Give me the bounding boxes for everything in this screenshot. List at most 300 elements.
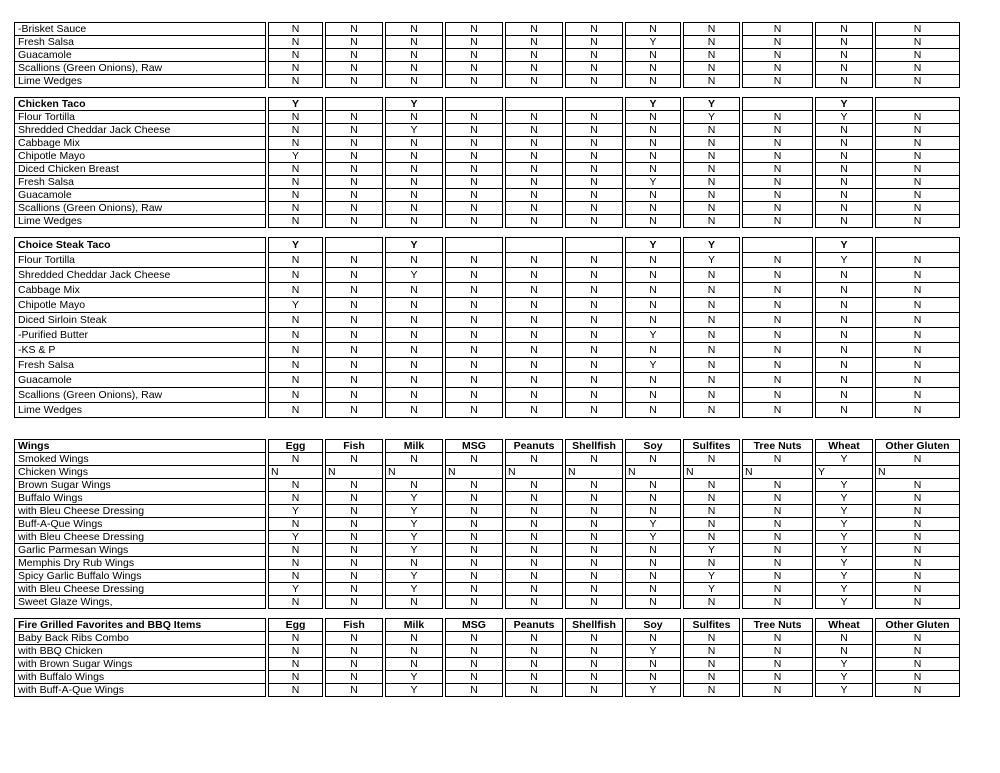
allergen-cell: N bbox=[565, 201, 623, 215]
row-label: Lime Wedges bbox=[14, 402, 266, 418]
allergen-cell: N bbox=[815, 297, 873, 313]
allergen-cell: N bbox=[268, 387, 323, 403]
table-row bbox=[14, 670, 960, 684]
row-label: Shredded Cheddar Jack Cheese bbox=[14, 123, 266, 137]
allergen-cell: N bbox=[385, 252, 443, 268]
allergen-cell: N bbox=[505, 162, 563, 176]
allergen-cell bbox=[875, 97, 960, 111]
allergen-cell: Y bbox=[815, 670, 873, 684]
allergen-cell: Y bbox=[683, 110, 740, 124]
allergen-cell: Y bbox=[815, 252, 873, 268]
allergen-cell: Y bbox=[385, 504, 443, 518]
allergen-cell: Y bbox=[815, 478, 873, 492]
allergen-cell: N bbox=[742, 74, 813, 88]
allergen-cell: N bbox=[625, 61, 681, 75]
allergen-cell: N bbox=[815, 35, 873, 49]
allergen-cell: N bbox=[385, 162, 443, 176]
column-header: Shellfish bbox=[565, 618, 623, 632]
allergen-cell: N bbox=[742, 110, 813, 124]
allergen-cell: N bbox=[505, 312, 563, 328]
allergen-cell: N bbox=[505, 387, 563, 403]
allergen-cell: N bbox=[875, 530, 960, 544]
allergen-cell: N bbox=[683, 327, 740, 343]
allergen-cell: N bbox=[325, 149, 383, 163]
row-label: Lime Wedges bbox=[14, 74, 266, 88]
allergen-cell: N bbox=[815, 282, 873, 298]
allergen-cell: N bbox=[505, 61, 563, 75]
allergen-cell: N bbox=[875, 543, 960, 557]
allergen-cell: Y bbox=[815, 452, 873, 466]
table-row bbox=[14, 357, 960, 373]
allergen-cell: N bbox=[565, 123, 623, 137]
allergen-cell: Y bbox=[815, 595, 873, 609]
allergen-cell: N bbox=[268, 175, 323, 189]
section-title: Wings bbox=[14, 439, 266, 453]
allergen-cell: N bbox=[742, 123, 813, 137]
column-header: Soy bbox=[625, 618, 681, 632]
allergen-cell: N bbox=[385, 110, 443, 124]
allergen-cell: N bbox=[625, 569, 681, 583]
allergen-cell: N bbox=[505, 342, 563, 358]
allergen-cell: N bbox=[268, 644, 323, 658]
allergen-cell: N bbox=[742, 465, 813, 479]
table-row bbox=[14, 644, 960, 658]
allergen-cell: N bbox=[505, 282, 563, 298]
allergen-cell: N bbox=[742, 582, 813, 596]
allergen-cell: N bbox=[268, 595, 323, 609]
allergen-cell: N bbox=[385, 644, 443, 658]
allergen-cell: N bbox=[683, 657, 740, 671]
row-label: Buff-A-Que Wings bbox=[14, 517, 266, 531]
allergen-cell: N bbox=[683, 149, 740, 163]
table-row bbox=[14, 452, 960, 466]
allergen-cell: N bbox=[445, 657, 503, 671]
allergen-table bbox=[14, 22, 960, 697]
allergen-cell: N bbox=[445, 491, 503, 505]
allergen-cell: N bbox=[565, 543, 623, 557]
allergen-cell: N bbox=[268, 657, 323, 671]
row-label: Diced Chicken Breast bbox=[14, 162, 266, 176]
allergen-cell: N bbox=[683, 282, 740, 298]
allergen-cell: Y bbox=[385, 267, 443, 283]
table-row bbox=[14, 631, 960, 645]
allergen-cell: N bbox=[815, 201, 873, 215]
allergen-cell: N bbox=[385, 188, 443, 202]
row-label: -Purified Butter bbox=[14, 327, 266, 343]
allergen-cell: N bbox=[815, 22, 873, 36]
allergen-cell: N bbox=[683, 644, 740, 658]
allergen-cell: N bbox=[875, 556, 960, 570]
allergen-cell bbox=[325, 237, 383, 253]
allergen-cell: Y bbox=[815, 530, 873, 544]
allergen-cell: N bbox=[445, 74, 503, 88]
allergen-cell: N bbox=[505, 582, 563, 596]
column-header: Tree Nuts bbox=[742, 439, 813, 453]
allergen-cell: N bbox=[325, 683, 383, 697]
allergen-cell: N bbox=[505, 402, 563, 418]
allergen-cell: N bbox=[445, 149, 503, 163]
allergen-cell: N bbox=[505, 175, 563, 189]
allergen-cell: N bbox=[325, 644, 383, 658]
allergen-cell: N bbox=[875, 74, 960, 88]
allergen-cell: Y bbox=[268, 504, 323, 518]
allergen-cell: N bbox=[565, 657, 623, 671]
row-label: Lime Wedges bbox=[14, 214, 266, 228]
column-header: MSG bbox=[445, 618, 503, 632]
allergen-cell: N bbox=[875, 357, 960, 373]
allergen-cell: N bbox=[445, 48, 503, 62]
column-header: MSG bbox=[445, 439, 503, 453]
allergen-cell: N bbox=[565, 35, 623, 49]
allergen-cell: N bbox=[815, 188, 873, 202]
allergen-cell: N bbox=[505, 569, 563, 583]
allergen-cell: Y bbox=[385, 543, 443, 557]
allergen-cell: N bbox=[683, 631, 740, 645]
allergen-cell: N bbox=[445, 569, 503, 583]
allergen-cell: N bbox=[625, 162, 681, 176]
allergen-cell: N bbox=[445, 387, 503, 403]
allergen-cell: N bbox=[505, 357, 563, 373]
allergen-cell: N bbox=[875, 657, 960, 671]
allergen-cell: N bbox=[565, 582, 623, 596]
row-label: Scallions (Green Onions), Raw bbox=[14, 387, 266, 403]
allergen-cell: N bbox=[815, 387, 873, 403]
allergen-cell: N bbox=[268, 342, 323, 358]
allergen-cell: N bbox=[815, 61, 873, 75]
allergen-cell: N bbox=[683, 491, 740, 505]
allergen-cell bbox=[565, 237, 623, 253]
allergen-cell: N bbox=[625, 282, 681, 298]
allergen-cell: N bbox=[385, 48, 443, 62]
allergen-cell: Y bbox=[385, 670, 443, 684]
allergen-cell: N bbox=[742, 595, 813, 609]
allergen-cell: N bbox=[742, 35, 813, 49]
allergen-cell: N bbox=[325, 35, 383, 49]
allergen-cell: Y bbox=[625, 683, 681, 697]
table-row bbox=[14, 504, 960, 518]
allergen-cell: N bbox=[565, 478, 623, 492]
allergen-cell: N bbox=[875, 188, 960, 202]
row-label: with Bleu Cheese Dressing bbox=[14, 582, 266, 596]
allergen-cell: N bbox=[505, 267, 563, 283]
allergen-cell: N bbox=[325, 631, 383, 645]
allergen-cell: N bbox=[385, 136, 443, 150]
allergen-cell: Y bbox=[268, 237, 323, 253]
allergen-cell bbox=[325, 97, 383, 111]
allergen-cell: N bbox=[445, 530, 503, 544]
allergen-cell: N bbox=[683, 504, 740, 518]
allergen-cell: Y bbox=[815, 683, 873, 697]
allergen-cell: N bbox=[625, 123, 681, 137]
allergen-cell: Y bbox=[385, 569, 443, 583]
allergen-cell: N bbox=[875, 683, 960, 697]
allergen-cell: Y bbox=[815, 569, 873, 583]
row-label: Guacamole bbox=[14, 188, 266, 202]
table-row bbox=[14, 61, 960, 75]
allergen-cell: N bbox=[875, 267, 960, 283]
allergen-cell: N bbox=[875, 22, 960, 36]
allergen-cell: N bbox=[385, 22, 443, 36]
allergen-cell: N bbox=[385, 327, 443, 343]
allergen-cell: N bbox=[815, 342, 873, 358]
allergen-cell: Y bbox=[815, 97, 873, 111]
allergen-cell: N bbox=[565, 110, 623, 124]
allergen-cell: N bbox=[625, 478, 681, 492]
allergen-cell: N bbox=[445, 35, 503, 49]
allergen-cell: N bbox=[445, 312, 503, 328]
column-header: Shellfish bbox=[565, 439, 623, 453]
section-spacer bbox=[14, 418, 960, 440]
allergen-cell: N bbox=[683, 136, 740, 150]
allergen-cell: Y bbox=[625, 97, 681, 111]
allergen-cell: N bbox=[445, 282, 503, 298]
allergen-cell: N bbox=[268, 74, 323, 88]
allergen-cell: N bbox=[385, 201, 443, 215]
allergen-cell: N bbox=[625, 149, 681, 163]
allergen-cell: N bbox=[683, 372, 740, 388]
allergen-cell: N bbox=[325, 162, 383, 176]
allergen-cell: N bbox=[268, 61, 323, 75]
allergen-cell: N bbox=[625, 387, 681, 403]
allergen-cell: N bbox=[565, 162, 623, 176]
allergen-cell: N bbox=[875, 123, 960, 137]
allergen-cell: N bbox=[683, 214, 740, 228]
allergen-cell: Y bbox=[683, 97, 740, 111]
column-header-row bbox=[14, 618, 960, 632]
column-header: Wheat bbox=[815, 439, 873, 453]
row-label: Garlic Parmesan Wings bbox=[14, 543, 266, 557]
allergen-cell: N bbox=[385, 478, 443, 492]
row-label: with Brown Sugar Wings bbox=[14, 657, 266, 671]
table-row bbox=[14, 372, 960, 388]
allergen-cell: N bbox=[445, 267, 503, 283]
row-label: -Brisket Sauce bbox=[14, 22, 266, 36]
allergen-cell: N bbox=[625, 312, 681, 328]
allergen-cell: N bbox=[625, 465, 681, 479]
column-header: Egg bbox=[268, 439, 323, 453]
allergen-cell: N bbox=[625, 372, 681, 388]
allergen-cell: N bbox=[505, 465, 563, 479]
table-row bbox=[14, 149, 960, 163]
row-label: Sweet Glaze Wings, bbox=[14, 595, 266, 609]
row-label: Chicken Wings bbox=[14, 465, 266, 479]
column-header: Peanuts bbox=[505, 618, 563, 632]
allergen-cell: N bbox=[268, 478, 323, 492]
allergen-cell: N bbox=[565, 402, 623, 418]
allergen-cell: N bbox=[875, 136, 960, 150]
allergen-cell: N bbox=[815, 267, 873, 283]
allergen-cell: N bbox=[683, 478, 740, 492]
allergen-cell: Y bbox=[268, 149, 323, 163]
allergen-cell: N bbox=[445, 372, 503, 388]
allergen-cell: N bbox=[565, 312, 623, 328]
allergen-cell: N bbox=[445, 452, 503, 466]
table-row bbox=[14, 297, 960, 313]
allergen-cell: Y bbox=[385, 97, 443, 111]
allergen-cell: N bbox=[325, 312, 383, 328]
allergen-cell: N bbox=[385, 297, 443, 313]
column-header: Sulfites bbox=[683, 439, 740, 453]
allergen-cell: N bbox=[815, 402, 873, 418]
row-label: Scallions (Green Onions), Raw bbox=[14, 201, 266, 215]
allergen-cell: N bbox=[268, 452, 323, 466]
table-row bbox=[14, 595, 960, 609]
section-title: Fire Grilled Favorites and BBQ Items bbox=[14, 618, 266, 632]
table-row bbox=[14, 582, 960, 596]
allergen-cell: Y bbox=[385, 683, 443, 697]
allergen-cell: Y bbox=[683, 252, 740, 268]
allergen-cell: N bbox=[445, 683, 503, 697]
table-row bbox=[14, 252, 960, 268]
allergen-cell: N bbox=[565, 252, 623, 268]
allergen-cell: Y bbox=[385, 237, 443, 253]
allergen-cell: N bbox=[815, 175, 873, 189]
allergen-cell: N bbox=[445, 175, 503, 189]
allergen-cell: N bbox=[625, 582, 681, 596]
allergen-cell: N bbox=[268, 214, 323, 228]
allergen-cell: N bbox=[505, 683, 563, 697]
section-title-row bbox=[14, 237, 960, 253]
allergen-cell: N bbox=[565, 517, 623, 531]
allergen-cell: N bbox=[505, 252, 563, 268]
allergen-cell: N bbox=[625, 297, 681, 313]
allergen-cell: N bbox=[325, 110, 383, 124]
table-row bbox=[14, 327, 960, 343]
column-header: Egg bbox=[268, 618, 323, 632]
allergen-cell: N bbox=[565, 387, 623, 403]
allergen-cell: N bbox=[742, 402, 813, 418]
allergen-cell: N bbox=[815, 149, 873, 163]
allergen-cell: N bbox=[385, 35, 443, 49]
allergen-cell: N bbox=[565, 670, 623, 684]
allergen-cell: N bbox=[445, 342, 503, 358]
allergen-cell: N bbox=[683, 267, 740, 283]
allergen-cell: N bbox=[505, 297, 563, 313]
allergen-cell: N bbox=[445, 402, 503, 418]
allergen-cell: N bbox=[625, 657, 681, 671]
allergen-cell: N bbox=[875, 175, 960, 189]
allergen-cell: N bbox=[325, 543, 383, 557]
allergen-cell: N bbox=[625, 670, 681, 684]
allergen-cell: Y bbox=[268, 582, 323, 596]
allergen-cell: N bbox=[742, 327, 813, 343]
allergen-cell bbox=[875, 237, 960, 253]
allergen-cell: N bbox=[325, 357, 383, 373]
allergen-cell: N bbox=[325, 387, 383, 403]
allergen-cell: Y bbox=[815, 491, 873, 505]
allergen-cell: N bbox=[325, 569, 383, 583]
allergen-cell: N bbox=[505, 327, 563, 343]
allergen-cell: N bbox=[875, 465, 960, 479]
allergen-cell: N bbox=[268, 312, 323, 328]
row-label: Fresh Salsa bbox=[14, 35, 266, 49]
allergen-cell: N bbox=[742, 22, 813, 36]
allergen-cell: N bbox=[505, 201, 563, 215]
allergen-cell: N bbox=[875, 644, 960, 658]
allergen-cell: N bbox=[565, 48, 623, 62]
column-header-row bbox=[14, 439, 960, 453]
table-row bbox=[14, 478, 960, 492]
allergen-cell: N bbox=[683, 530, 740, 544]
allergen-cell: N bbox=[875, 48, 960, 62]
allergen-cell: N bbox=[385, 595, 443, 609]
allergen-cell: N bbox=[445, 297, 503, 313]
allergen-cell: N bbox=[385, 372, 443, 388]
column-header: Milk bbox=[385, 439, 443, 453]
table-row bbox=[14, 312, 960, 328]
row-label: with Buff-A-Que Wings bbox=[14, 683, 266, 697]
allergen-cell: Y bbox=[625, 175, 681, 189]
allergen-cell: N bbox=[565, 556, 623, 570]
allergen-cell: N bbox=[565, 149, 623, 163]
allergen-cell: N bbox=[325, 452, 383, 466]
allergen-cell: N bbox=[505, 214, 563, 228]
allergen-cell: N bbox=[565, 465, 623, 479]
allergen-cell: N bbox=[268, 35, 323, 49]
allergen-cell: N bbox=[625, 188, 681, 202]
allergen-cell: N bbox=[268, 631, 323, 645]
allergen-cell: N bbox=[683, 22, 740, 36]
table-row bbox=[14, 683, 960, 697]
row-label: Fresh Salsa bbox=[14, 175, 266, 189]
allergen-cell: N bbox=[445, 517, 503, 531]
allergen-cell: N bbox=[625, 136, 681, 150]
column-header: Sulfites bbox=[683, 618, 740, 632]
allergen-cell: N bbox=[268, 48, 323, 62]
allergen-cell: N bbox=[385, 342, 443, 358]
allergen-cell: N bbox=[815, 327, 873, 343]
row-label: Buffalo Wings bbox=[14, 491, 266, 505]
allergen-cell: N bbox=[325, 657, 383, 671]
allergen-cell: Y bbox=[385, 491, 443, 505]
allergen-cell: N bbox=[268, 491, 323, 505]
allergen-cell: N bbox=[445, 61, 503, 75]
allergen-cell: N bbox=[683, 402, 740, 418]
allergen-cell: N bbox=[625, 201, 681, 215]
allergen-cell: N bbox=[445, 465, 503, 479]
allergen-cell: N bbox=[815, 136, 873, 150]
allergen-cell: N bbox=[815, 48, 873, 62]
row-label: Guacamole bbox=[14, 372, 266, 388]
allergen-cell: N bbox=[325, 252, 383, 268]
allergen-cell: N bbox=[385, 312, 443, 328]
row-label: Cabbage Mix bbox=[14, 282, 266, 298]
row-label: Fresh Salsa bbox=[14, 357, 266, 373]
allergen-cell: N bbox=[565, 372, 623, 388]
allergen-cell: N bbox=[742, 312, 813, 328]
allergen-cell: N bbox=[875, 670, 960, 684]
table-row bbox=[14, 48, 960, 62]
allergen-cell: N bbox=[875, 61, 960, 75]
allergen-cell: N bbox=[325, 175, 383, 189]
allergen-cell: Y bbox=[625, 517, 681, 531]
allergen-cell: N bbox=[742, 267, 813, 283]
allergen-cell: N bbox=[875, 327, 960, 343]
allergen-cell: N bbox=[385, 74, 443, 88]
allergen-cell: N bbox=[683, 175, 740, 189]
allergen-cell: N bbox=[625, 74, 681, 88]
allergen-cell: N bbox=[268, 327, 323, 343]
row-label: with Bleu Cheese Dressing bbox=[14, 530, 266, 544]
section-title-row bbox=[14, 97, 960, 111]
column-header: Wheat bbox=[815, 618, 873, 632]
allergen-cell: N bbox=[445, 478, 503, 492]
allergen-cell: N bbox=[325, 282, 383, 298]
allergen-cell: N bbox=[385, 556, 443, 570]
allergen-cell: N bbox=[742, 252, 813, 268]
allergen-cell: N bbox=[875, 297, 960, 313]
allergen-cell: Y bbox=[625, 237, 681, 253]
